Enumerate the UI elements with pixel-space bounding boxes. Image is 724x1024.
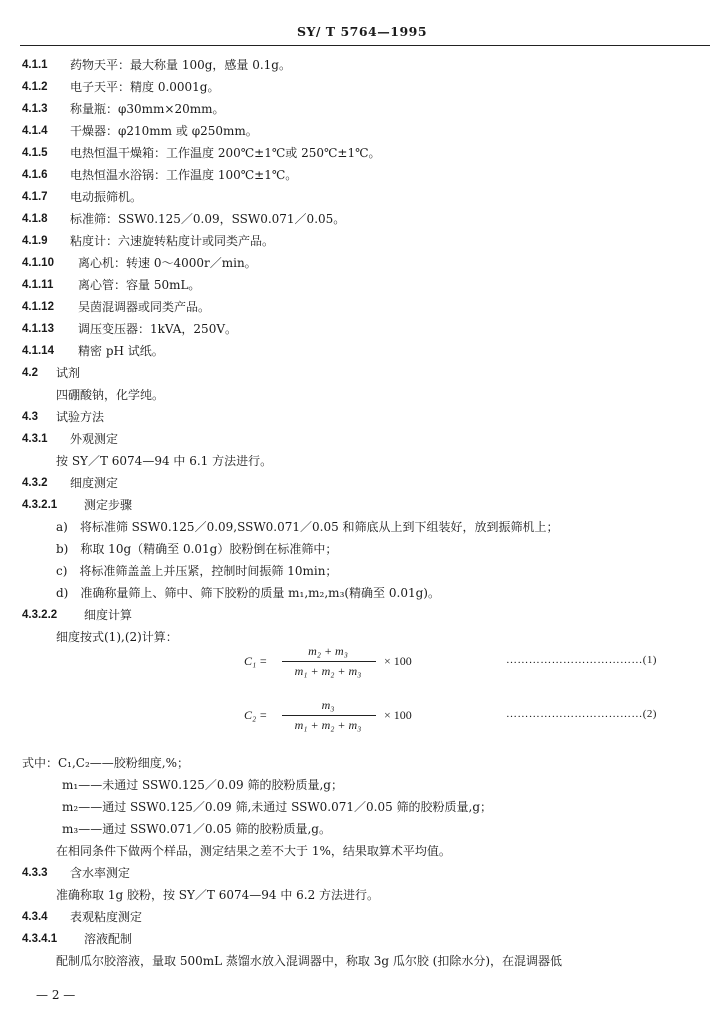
line-text: m₃——通过 SSW0.071／0.05 筛的胶粉质量,g。 [62, 822, 331, 836]
line-text: 式中：C₁,C₂——胶粉细度,%； [22, 756, 190, 770]
line-text: 电热恒温水浴锅：工作温度 100℃±1℃。 [70, 168, 298, 182]
line-text: 测定步骤 [84, 498, 133, 512]
page-header: SY/ T 5764—1995 [296, 24, 428, 39]
line-text: 在相同条件下做两个样品，测定结果之差不大于 1%，结果取算术平均值。 [56, 844, 451, 858]
formula-multiplier: × 100 [384, 654, 412, 668]
section-number: 4.3.4 [22, 911, 48, 923]
line-text: 细度计算 [84, 608, 133, 622]
section-number: 4.1.7 [22, 191, 48, 203]
line-text: 外观测定 [70, 432, 119, 446]
line-text: 细度按式(1),(2)计算： [56, 630, 178, 644]
section-number: 4.1.12 [22, 301, 54, 313]
section-number: 4.1.3 [22, 103, 48, 115]
line-text: 标准筛：SSW0.125／0.09，SSW0.071／0.05。 [70, 212, 346, 226]
formula-denominator: m₁ + m₂ + m₃ [294, 664, 362, 678]
line-text: 配制瓜尔胶溶液，量取 500mL 蒸馏水放入混调器中，称取 3g 瓜尔胶 (扣除水分)，在混调器低 [56, 954, 563, 968]
line-text: 吴茵混调器或同类产品。 [78, 300, 211, 314]
formula-numerator: m₂ + m₃ [308, 644, 348, 658]
section-number: 4.3 [22, 411, 38, 423]
section-number: 4.3.4.1 [22, 933, 58, 945]
section-number: 4.1.4 [22, 125, 48, 137]
line-text: 准确称取 1g 胶粉，按 SY／T 6074—94 中 6.2 方法进行。 [56, 888, 380, 902]
formula-lhs: C₁ = [244, 654, 268, 668]
line-text: 称量瓶：φ30mm×20mm。 [70, 102, 225, 116]
line-text: 离心机：转速 0～4000r／min。 [78, 256, 257, 270]
section-number: 4.1.13 [22, 323, 54, 335]
line-text: 细度测定 [70, 476, 119, 490]
fraction-bar [282, 715, 376, 716]
section-number: 4.1.5 [22, 147, 48, 159]
section-number: 4.1.10 [22, 257, 54, 269]
section-number: 4.1.8 [22, 213, 48, 225]
fraction-bar [282, 661, 376, 662]
header-rule [20, 45, 710, 46]
formula-number: ………………………………(2) [506, 708, 657, 720]
line-text: 试验方法 [56, 410, 105, 424]
formula-multiplier: × 100 [384, 708, 412, 722]
section-number: 4.1.2 [22, 81, 48, 93]
section-number: 4.1.11 [22, 279, 54, 291]
line-text: a) 将标准筛 SSW0.125／0.09,SSW0.071／0.05 和筛底从上到下组装好，放到振筛机上； [56, 520, 559, 534]
line-text: m₂——通过 SSW0.125／0.09 筛,未通过 SSW0.071／0.05 筛的胶粉质量,g； [62, 800, 493, 814]
section-number: 4.1.9 [22, 235, 48, 247]
line-text: 电动振筛机。 [70, 190, 143, 204]
section-number: 4.1.14 [22, 345, 54, 357]
section-number: 4.3.1 [22, 433, 48, 445]
line-text: 药物天平：最大称量 100g，感量 0.1g。 [70, 58, 291, 72]
section-number: 4.3.2 [22, 477, 48, 489]
section-number: 4.2 [22, 367, 38, 379]
formula-numerator: m₃ [321, 698, 335, 712]
page-number: — 2 — [36, 988, 76, 1002]
formula-2 [0, 698, 724, 742]
formula-number: ………………………………(1) [506, 654, 657, 666]
formula-1 [0, 644, 724, 688]
section-number: 4.1.6 [22, 169, 48, 181]
section-number: 4.3.2.2 [22, 609, 58, 621]
line-text: d) 准确称量筛上、筛中、筛下胶粉的质量 m₁,m₂,m₃(精确至 0.01g)。 [56, 586, 440, 600]
section-number: 4.3.3 [22, 867, 48, 879]
line-text: 干燥器：φ210mm 或 φ250mm。 [70, 124, 258, 138]
formula-denominator: m₁ + m₂ + m₃ [294, 718, 362, 732]
section-number: 4.3.2.1 [22, 499, 58, 511]
line-text: b) 称取 10g（精确至 0.01g）胶粉倒在标准筛中； [56, 542, 338, 556]
line-text: 溶液配制 [84, 932, 133, 946]
line-text: 调压变压器：1kVA，250V。 [78, 322, 237, 336]
line-text: 离心管：容量 50mL。 [78, 278, 201, 292]
line-text: 四硼酸钠，化学纯。 [56, 388, 165, 402]
line-text: 精密 pH 试纸。 [78, 344, 164, 358]
line-text: m₁——未通过 SSW0.125／0.09 筛的胶粉质量,g； [62, 778, 343, 792]
section-number: 4.1.1 [22, 59, 48, 71]
line-text: 电热恒温干燥箱：工作温度 200℃±1℃或 250℃±1℃。 [70, 146, 381, 160]
line-text: 试剂 [56, 366, 81, 380]
formula-lhs: C₂ = [244, 708, 268, 722]
line-text: c) 将标准筛盖盖上并压紧，控制时间振筛 10min； [56, 564, 338, 578]
line-text: 粘度计：六速旋转粘度计或同类产品。 [70, 234, 275, 248]
line-text: 按 SY／T 6074—94 中 6.1 方法进行。 [56, 454, 273, 468]
line-text: 表观粘度测定 [70, 910, 143, 924]
line-text: 电子天平：精度 0.0001g。 [70, 80, 220, 94]
line-text: 含水率测定 [70, 866, 131, 880]
